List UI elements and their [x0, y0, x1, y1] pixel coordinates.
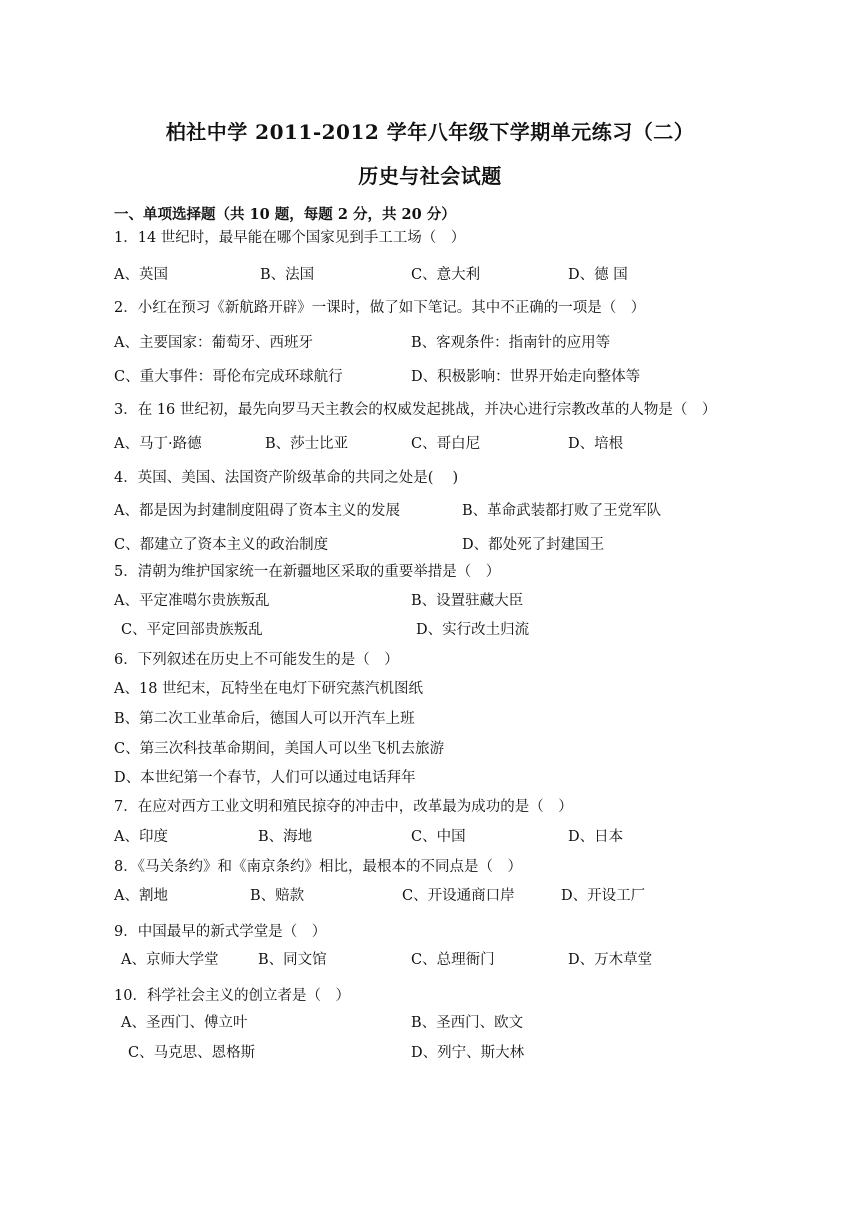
question-2-option-b: B、客观条件：指南针的应用等: [411, 335, 611, 351]
question-1-option-a: A、英国: [114, 267, 168, 283]
question-7-option-c: C、中国: [411, 829, 466, 845]
question-5-option-a: A、平定准噶尔贵族叛乱: [114, 593, 270, 609]
question-1-option-c: C、意大利: [411, 267, 481, 283]
question-2-option-c: C、重大事件：哥伦布完成环球航行: [114, 369, 343, 385]
question-2-option-d: D、积极影响：世界开始走向整体等: [411, 369, 641, 385]
question-4-option-b: B、革命武装都打败了王党军队: [462, 503, 662, 519]
question-5-option-b: B、设置驻藏大臣: [411, 593, 524, 609]
question-3-option-b: B、莎士比亚: [265, 436, 349, 452]
question-6-option-a: A、18 世纪末，瓦特坐在电灯下研究蒸汽机图纸: [114, 681, 424, 697]
question-1-stem: 1．14 世纪时，最早能在哪个国家见到手工工场（ ）: [114, 230, 466, 246]
question-7-option-d: D、日本: [568, 829, 624, 845]
question-9-option-b: B、同文馆: [258, 952, 327, 968]
question-3-option-d: D、培根: [568, 436, 624, 452]
question-5-option-c: C、平定回部贵族叛乱: [121, 622, 263, 638]
question-9-stem: 9．中国最早的新式学堂是（ ）: [114, 924, 327, 940]
question-3-stem: 3．在 16 世纪初，最先向罗马天主教会的权威发起挑战，并决心进行宗教改革的人物是（ ）: [114, 402, 717, 418]
question-2-stem: 2．小红在预习《新航路开辟》一课时，做了如下笔记。其中不正确的一项是（ ）: [114, 300, 646, 316]
question-8-option-b: B、赔款: [250, 888, 305, 904]
question-8-stem: 8．《马关条约》和《南京条约》相比，最根本的不同点是（ ）: [114, 859, 522, 875]
question-5-stem: 5．清朝为维护国家统一在新疆地区采取的重要举措是（ ）: [114, 564, 501, 580]
question-10-option-a: A、圣西门、傅立叶: [121, 1015, 248, 1031]
question-5-option-d: D、实行改土归流: [416, 622, 530, 638]
section-heading: 一、单项选择题（共 10 题，每题 2 分，共 20 分）: [114, 206, 456, 223]
question-10-option-b: B、圣西门、欧文: [411, 1015, 524, 1031]
question-8-option-c: C、开设通商口岸: [402, 888, 515, 904]
question-1-option-d: D、德 国: [568, 267, 628, 283]
question-6-option-b: B、第二次工业革命后，德国人可以开汽车上班: [114, 711, 415, 727]
question-4-stem: 4．英国、美国、法国资产阶级革命的共同之处是( ): [114, 470, 459, 486]
exam-title: 柏社中学 2011-2012 学年八年级下学期单元练习（二）: [165, 120, 695, 144]
question-10-option-d: D、列宁、斯大林: [411, 1045, 525, 1061]
question-10-stem: 10．科学社会主义的创立者是（ ）: [114, 988, 350, 1004]
question-2-option-a: A、主要国家：葡萄牙、西班牙: [114, 335, 313, 351]
question-7-option-a: A、印度: [114, 829, 168, 845]
question-6-option-d: D、本世纪第一个春节，人们可以通过电话拜年: [114, 770, 416, 786]
question-7-option-b: B、海地: [258, 829, 313, 845]
question-3-option-a: A、马丁·路德: [114, 436, 202, 452]
question-1-option-b: B、法国: [260, 267, 315, 283]
question-6-option-c: C、第三次科技革命期间，美国人可以坐飞机去旅游: [114, 741, 445, 757]
question-6-stem: 6．下列叙述在历史上不可能发生的是（ ）: [114, 652, 399, 668]
question-4-option-a: A、都是因为封建制度阻碍了资本主义的发展: [114, 503, 400, 519]
question-10-option-c: C、马克思、恩格斯: [128, 1045, 256, 1061]
question-8-option-d: D、开设工厂: [561, 888, 646, 904]
question-9-option-c: C、总理衙门: [411, 952, 495, 968]
question-8-option-a: A、割地: [114, 888, 168, 904]
exam-subtitle: 历史与社会试题: [358, 164, 502, 188]
question-9-option-d: D、万木草堂: [568, 952, 653, 968]
question-4-option-c: C、都建立了资本主义的政治制度: [114, 537, 329, 553]
question-3-option-c: C、哥白尼: [411, 436, 481, 452]
question-4-option-d: D、都处死了封建国王: [462, 537, 605, 553]
question-7-stem: 7．在应对西方工业文明和殖民掠夺的冲击中，改革最为成功的是（ ）: [114, 799, 573, 815]
question-9-option-a: A、京师大学堂: [121, 952, 219, 968]
